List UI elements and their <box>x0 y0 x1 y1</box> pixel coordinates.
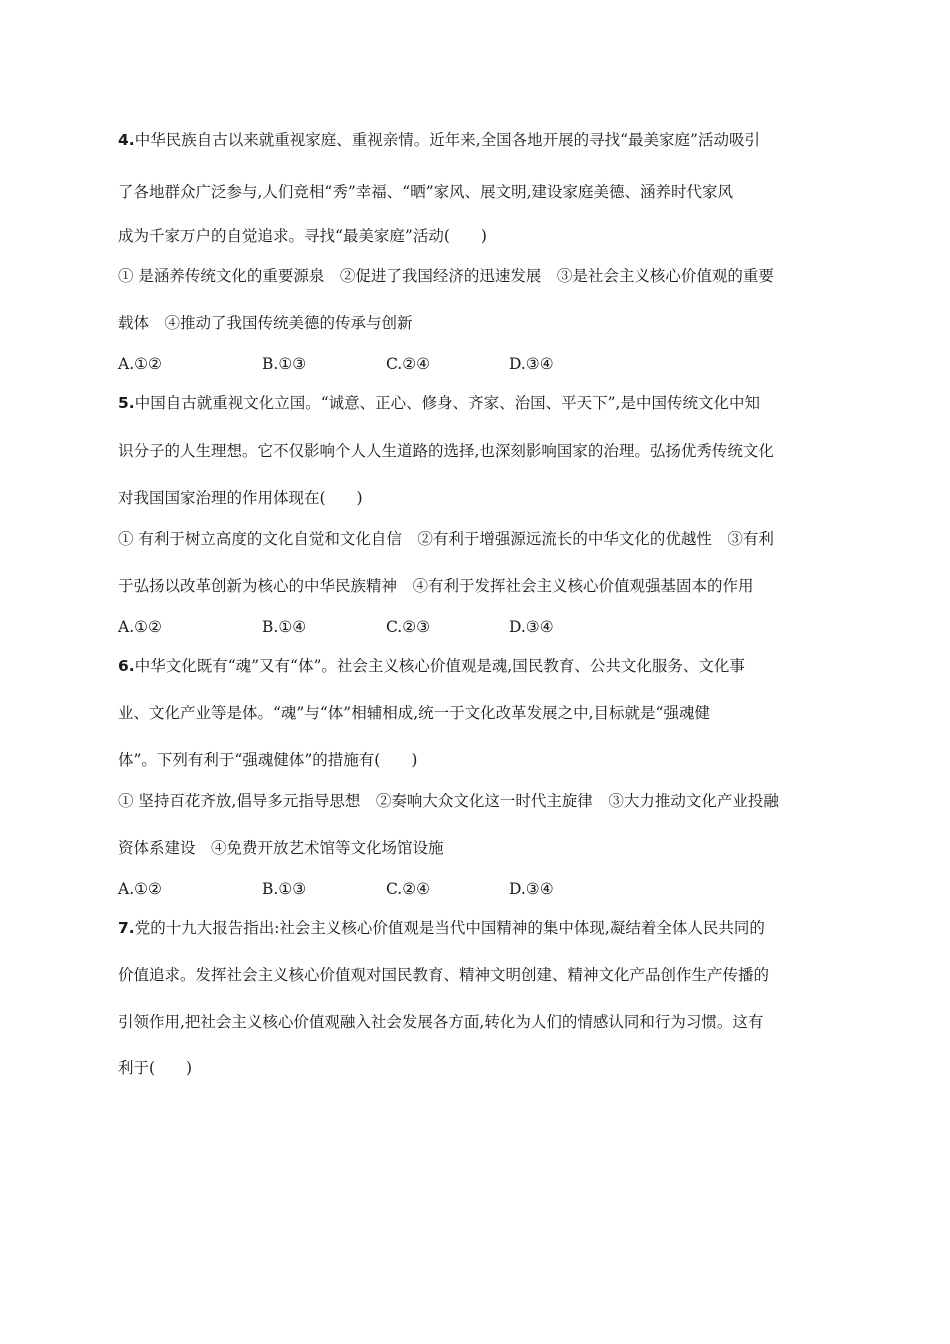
question-5-number: 5. <box>118 394 135 412</box>
question-4-choice-d[interactable]: D.③④ <box>509 355 554 373</box>
question-7-number: 7. <box>118 919 135 937</box>
question-5-line-1 <box>118 393 838 413</box>
question-6-line-3: 体”。下列有利于“强魂健体”的措施有( ) <box>118 751 418 769</box>
question-5-statement-1: ① 有利于树立高度的文化自觉和文化自信 ②有利于增强源远流长的中华文化的优越性 ③有利 <box>118 530 774 548</box>
question-6-line-1 <box>118 656 838 676</box>
question-7-line-1 <box>118 918 838 938</box>
question-5-choice-a[interactable]: A.①② <box>118 618 162 636</box>
question-5-statement-2: 于弘扬以改革创新为核心的中华民族精神 ④有利于发挥社会主义核心价值观强基固本的作用 <box>118 577 754 595</box>
question-6-number: 6. <box>118 657 135 675</box>
question-5-choice-d[interactable]: D.③④ <box>509 618 554 636</box>
question-5-choice-c[interactable]: C.②③ <box>386 618 431 636</box>
question-4-line-3: 成为千家万户的自觉追求。寻找“最美家庭”活动( ) <box>118 227 487 245</box>
question-6-statement-2: 资体系建设 ④免费开放艺术馆等文化场馆设施 <box>118 839 444 857</box>
question-6-choice-b[interactable]: B.①③ <box>262 880 307 898</box>
question-4-text: 中华民族自古以来就重视家庭、重视亲情。近年来,全国各地开展的寻找“最美家庭”活动吸引 <box>134 131 760 149</box>
question-4-choice-c[interactable]: C.②④ <box>386 355 431 373</box>
question-7-line-4: 利于( ) <box>118 1059 193 1077</box>
question-7-line-3: 引领作用,把社会主义核心价值观融入社会发展各方面,转化为人们的情感认同和行为习惯。这有 <box>118 1013 764 1031</box>
question-4-choice-b[interactable]: B.①③ <box>262 355 307 373</box>
question-6-choice-d[interactable]: D.③④ <box>509 880 554 898</box>
question-5-line-3: 对我国国家治理的作用体现在( ) <box>118 489 363 507</box>
question-5-line-2: 识分子的人生理想。它不仅影响个人人生道路的选择,也深刻影响国家的治理。弘扬优秀传统文化 <box>118 442 774 460</box>
question-6-choice-c[interactable]: C.②④ <box>386 880 431 898</box>
question-4-statement-2: 载体 ④推动了我国传统美德的传承与创新 <box>118 314 413 332</box>
question-4-line-2: 了各地群众广泛参与,人们竞相“秀”幸福、“晒”家风、展文明,建设家庭美德、涵养时代家风 <box>118 183 734 201</box>
question-7-text: 党的十九大报告指出:社会主义核心价值观是当代中国精神的集中体现,凝结着全体人民共同的 <box>134 919 765 937</box>
question-4-line-1 <box>118 130 838 150</box>
question-6-statement-1: ① 坚持百花齐放,倡导多元指导思想 ②奏响大众文化这一时代主旋律 ③大力推动文化产业投融 <box>118 792 779 810</box>
question-6-choice-a[interactable]: A.①② <box>118 880 162 898</box>
question-4-statement-1: ① 是涵养传统文化的重要源泉 ②促进了我国经济的迅速发展 ③是社会主义核心价值观的重要 <box>118 267 774 285</box>
question-5-choice-b[interactable]: B.①④ <box>262 618 307 636</box>
question-7-line-2: 价值追求。发挥社会主义核心价值观对国民教育、精神文明创建、精神文化产品创作生产传播的 <box>118 966 770 984</box>
question-5-text: 中国自古就重视文化立国。“诚意、正心、修身、齐家、治国、平天下”,是中国传统文化中知 <box>134 394 760 412</box>
question-4-number: 4. <box>118 131 135 149</box>
question-6-text: 中华文化既有“魂”又有“体”。社会主义核心价值观是魂,国民教育、公共文化服务、文化事 <box>134 657 745 675</box>
question-4-choice-a[interactable]: A.①② <box>118 355 162 373</box>
question-6-line-2: 业、文化产业等是体。“魂”与“体”相辅相成,统一于文化改革发展之中,目标就是“强魂健 <box>118 704 710 722</box>
